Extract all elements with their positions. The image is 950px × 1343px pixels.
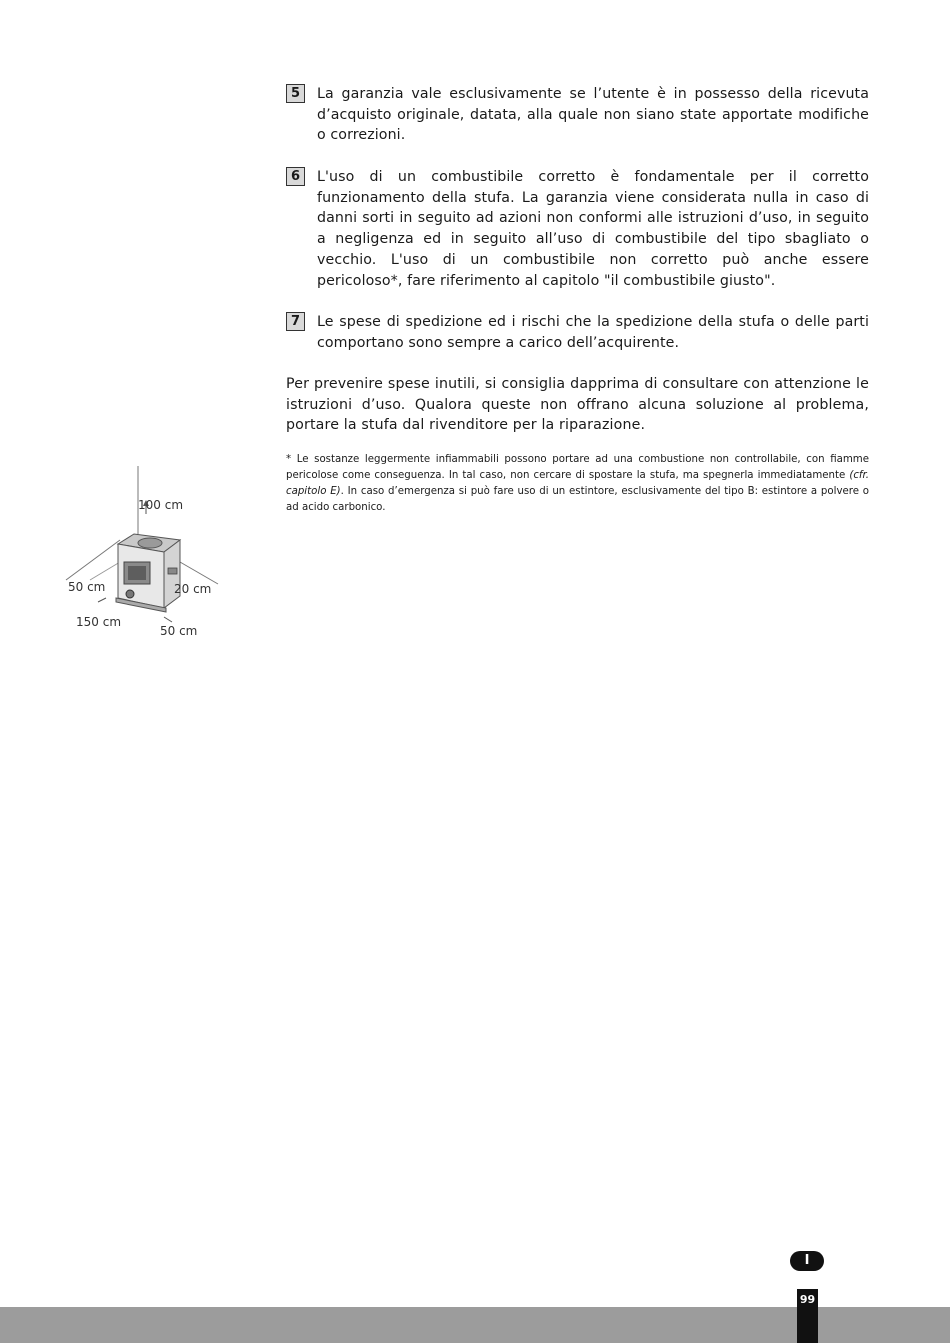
clearance-left-label: 50 cm <box>68 580 106 594</box>
clearance-front-right-label: 50 cm <box>160 624 198 638</box>
item-text: La garanzia vale esclusivamente se l’utente è in possesso della ricevuta d’acquisto originale, datata, alla quale non siano state apportate modifiche o correzioni. <box>317 86 869 144</box>
footnote-text: * Le sostanze leggermente infiammabili possono portare ad una combustione non controllabile, con fiamme pericolose come conseguenza. In tal caso, non cercare di spostare la stufa, ma spegnerla immediatamente <box>286 454 869 481</box>
advice-paragraph: Per prevenire spese inutili, si consiglia dapprima di consultare con attenzione le istruzioni d’uso. Qualora queste non offrano alcuna soluzione al problema, portare la stufa dal rivenditore per la riparazione. <box>286 376 869 434</box>
list-item-5 <box>286 84 869 146</box>
item-text: L'uso di un combustibile corretto è fondamentale per il corretto funzionamento della stufa. La garanzia viene considerata nulla in caso di danni sorti in seguito ad azioni non conformi alle istruzioni d’uso, in seguito a negligenza ed in seguito all’uso di combustibile del tipo sbagliato o vecchio. L'uso di un combustibile non corretto può anche essere pericoloso*, fare riferimento al capitolo "il combustibile giusto". <box>317 169 869 289</box>
page-number: 99 <box>799 1293 816 1306</box>
item-number-badge: 5 <box>286 84 305 103</box>
clearance-right-label: 20 cm <box>174 582 212 596</box>
item-number-badge: 6 <box>286 167 305 186</box>
clearance-front-left-label: 150 cm <box>76 615 122 629</box>
list-item-6 <box>286 167 869 291</box>
clearance-top-label: 100 cm <box>138 498 184 512</box>
list-item-7 <box>286 312 869 353</box>
item-number-badge: 7 <box>286 312 305 331</box>
footnote-reference: (cfr. capitolo E) <box>286 470 869 497</box>
footnote <box>286 452 869 516</box>
item-text: Le spese di spedizione ed i rischi che la spedizione della stufa o delle parti comportano sono sempre a carico dell’acquirente. <box>317 314 869 351</box>
language-badge: I <box>790 1251 824 1271</box>
stove-clearance-diagram <box>60 462 230 642</box>
footnote-text-end: . In caso d’emergenza si può fare uso di un estintore, esclusivamente del tipo B: estintore a polvere o ad acido carbonico. <box>286 486 869 513</box>
